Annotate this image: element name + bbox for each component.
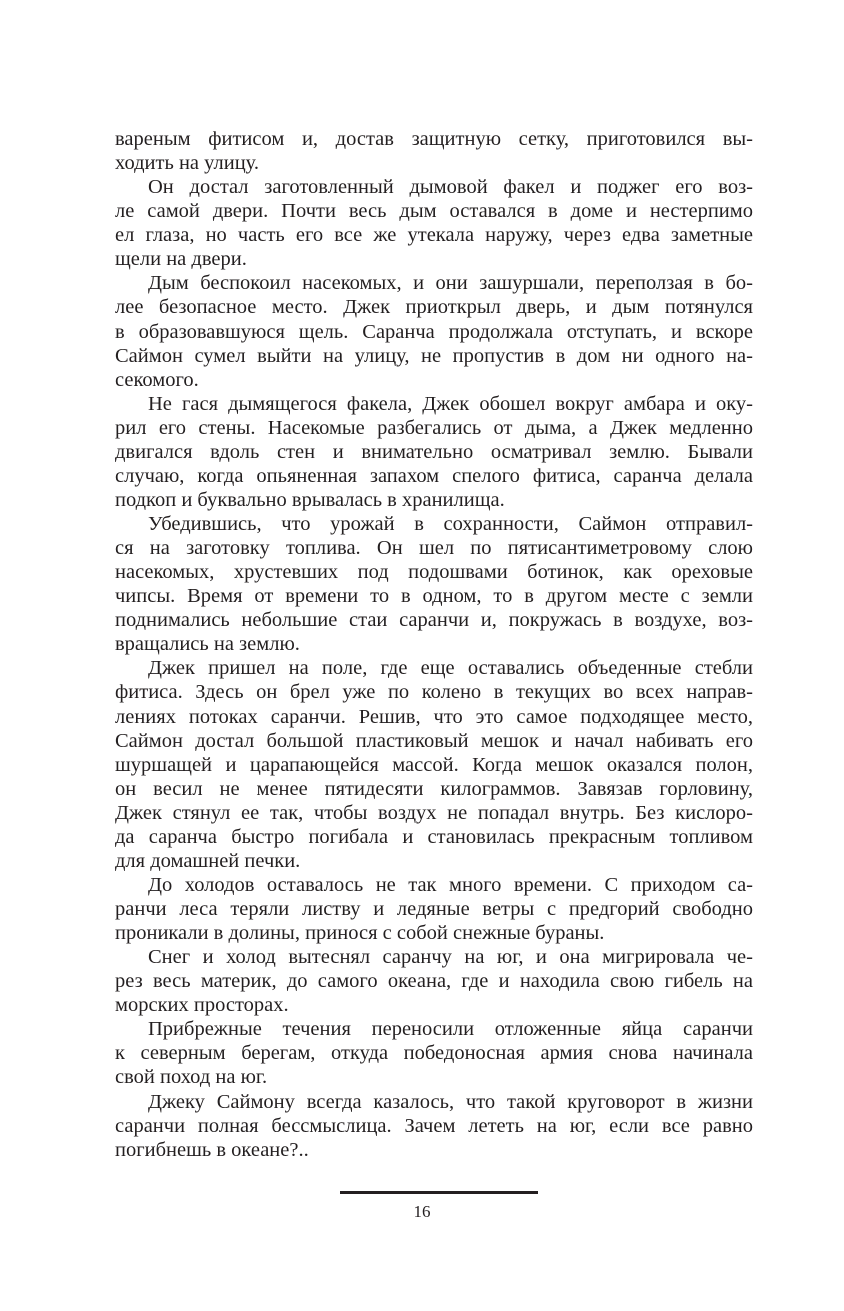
text-line: в образовавшуюся щель. Саранча продолжала отступать, и вскоре — [115, 320, 753, 343]
text-line: Не гася дымящегося факела, Джек обошел вокруг амбара и оку- — [148, 392, 753, 415]
body-text — [115, 127, 753, 1162]
text-line: он весил не менее пятидесяти килограммов. Завязав горловину, — [115, 777, 753, 800]
text-line: свой поход на юг. — [115, 1066, 268, 1089]
text-line: саранчи полная бессмыслица. Зачем лететь на юг, если все равно — [115, 1114, 753, 1137]
text-line: Снег и холод вытеснял саранчу на юг, и она мигрировала че- — [148, 946, 753, 969]
paragraph — [115, 656, 753, 873]
text-line: вареным фитисом и, достав защитную сетку, приготовился вы- — [115, 128, 753, 150]
text-line: Он достал заготовленный дымовой факел и поджег его воз- — [148, 176, 753, 199]
text-line: До холодов оставалось не так много времени. С приходом са- — [148, 873, 753, 896]
text-line: ранчи леса теряли листву и ледяные ветры с предгорий свободно — [115, 898, 753, 920]
text-line: случаю, когда опьяненная запахом спелого фитиса, саранча делала — [115, 464, 753, 487]
text-line: секомого. — [115, 368, 199, 391]
text-line: Джеку Саймону всегда казалось, что такой круговорот в жизни — [148, 1090, 753, 1113]
text-line: для домашней печки. — [115, 849, 301, 872]
text-line: Саймон достал большой пластиковый мешок и начал набивать его — [115, 729, 753, 752]
text-line: рил его стены. Насекомые разбегались от дыма, а Джек медленно — [115, 416, 753, 439]
paragraph — [115, 873, 753, 945]
text-line: поднимались небольшие стаи саранчи и, покружась в воздухе, воз- — [115, 609, 753, 632]
paragraph — [115, 271, 753, 391]
text-line: погибнешь в океане?.. — [115, 1138, 309, 1161]
text-line: насекомых, хрустевших под подошвами ботинок, как ореховые — [115, 561, 753, 584]
paragraph — [115, 512, 753, 656]
text-line: Прибрежные течения переносили отложенные яйца саранчи — [148, 1018, 753, 1041]
text-line: ел глаза, но часть его все же утекала наружу, через едва заметные — [115, 224, 753, 247]
paragraph — [115, 945, 753, 1017]
text-line: шуршащей и царапающейся массой. Когда мешок оказался полон, — [115, 753, 753, 776]
text-line: Джек пришел на поле, где еще оставались объеденные стебли — [148, 657, 753, 680]
paragraph — [115, 1017, 753, 1089]
text-line: да саранча быстро погибала и становилась прекрасным топливом — [115, 825, 753, 848]
text-line: чипсы. Время от времени то в одном, то в другом месте с земли — [115, 585, 753, 608]
page-number: 16 — [413, 1202, 431, 1221]
paragraph — [115, 175, 753, 271]
text-line: ле самой двери. Почти весь дым оставался в доме и нестерпимо — [115, 200, 753, 223]
paragraph — [115, 127, 753, 175]
text-line: ходить на улицу. — [115, 152, 260, 175]
text-line: Саймон сумел выйти на улицу, не пропустив в дом ни одного на- — [115, 344, 753, 367]
paragraph — [115, 392, 753, 512]
text-line: к северным берегам, откуда победоносная армия снова начинала — [115, 1042, 753, 1065]
text-line: ся на заготовку топлива. Он шел по пятисантиметровому слою — [115, 537, 753, 560]
text-line: фитиса. Здесь он брел уже по колено в текущих во всех направ- — [115, 681, 753, 704]
text-line: Джек стянул ее так, чтобы воздух не попадал внутрь. Без кислоро- — [115, 801, 753, 824]
text-line: Убедившись, что урожай в сохранности, Саймон отправил- — [148, 513, 753, 535]
text-line: морских просторах. — [115, 994, 289, 1017]
paragraph — [115, 1090, 753, 1162]
text-line: двигался вдоль стен и внимательно осматривал землю. Бывали — [115, 440, 753, 463]
text-line: лениях потоках саранчи. Решив, что это самое подходящее место, — [115, 705, 753, 728]
text-line: рез весь материк, до самого океана, где и находила свою гибель на — [115, 970, 753, 993]
text-line: вращались на землю. — [115, 633, 300, 656]
footer-rule — [340, 1191, 538, 1194]
text-line: подкоп и буквально врывалась в хранилища. — [115, 488, 505, 511]
text-line: проникали в долины, принося с собой снежные бураны. — [115, 922, 605, 945]
text-line: щели на двери. — [115, 248, 247, 271]
text-line: лее безопасное место. Джек приоткрыл дверь, и дым потянулся — [115, 296, 753, 319]
text-line: Дым беспокоил насекомых, и они зашуршали, переползая в бо- — [148, 272, 753, 295]
